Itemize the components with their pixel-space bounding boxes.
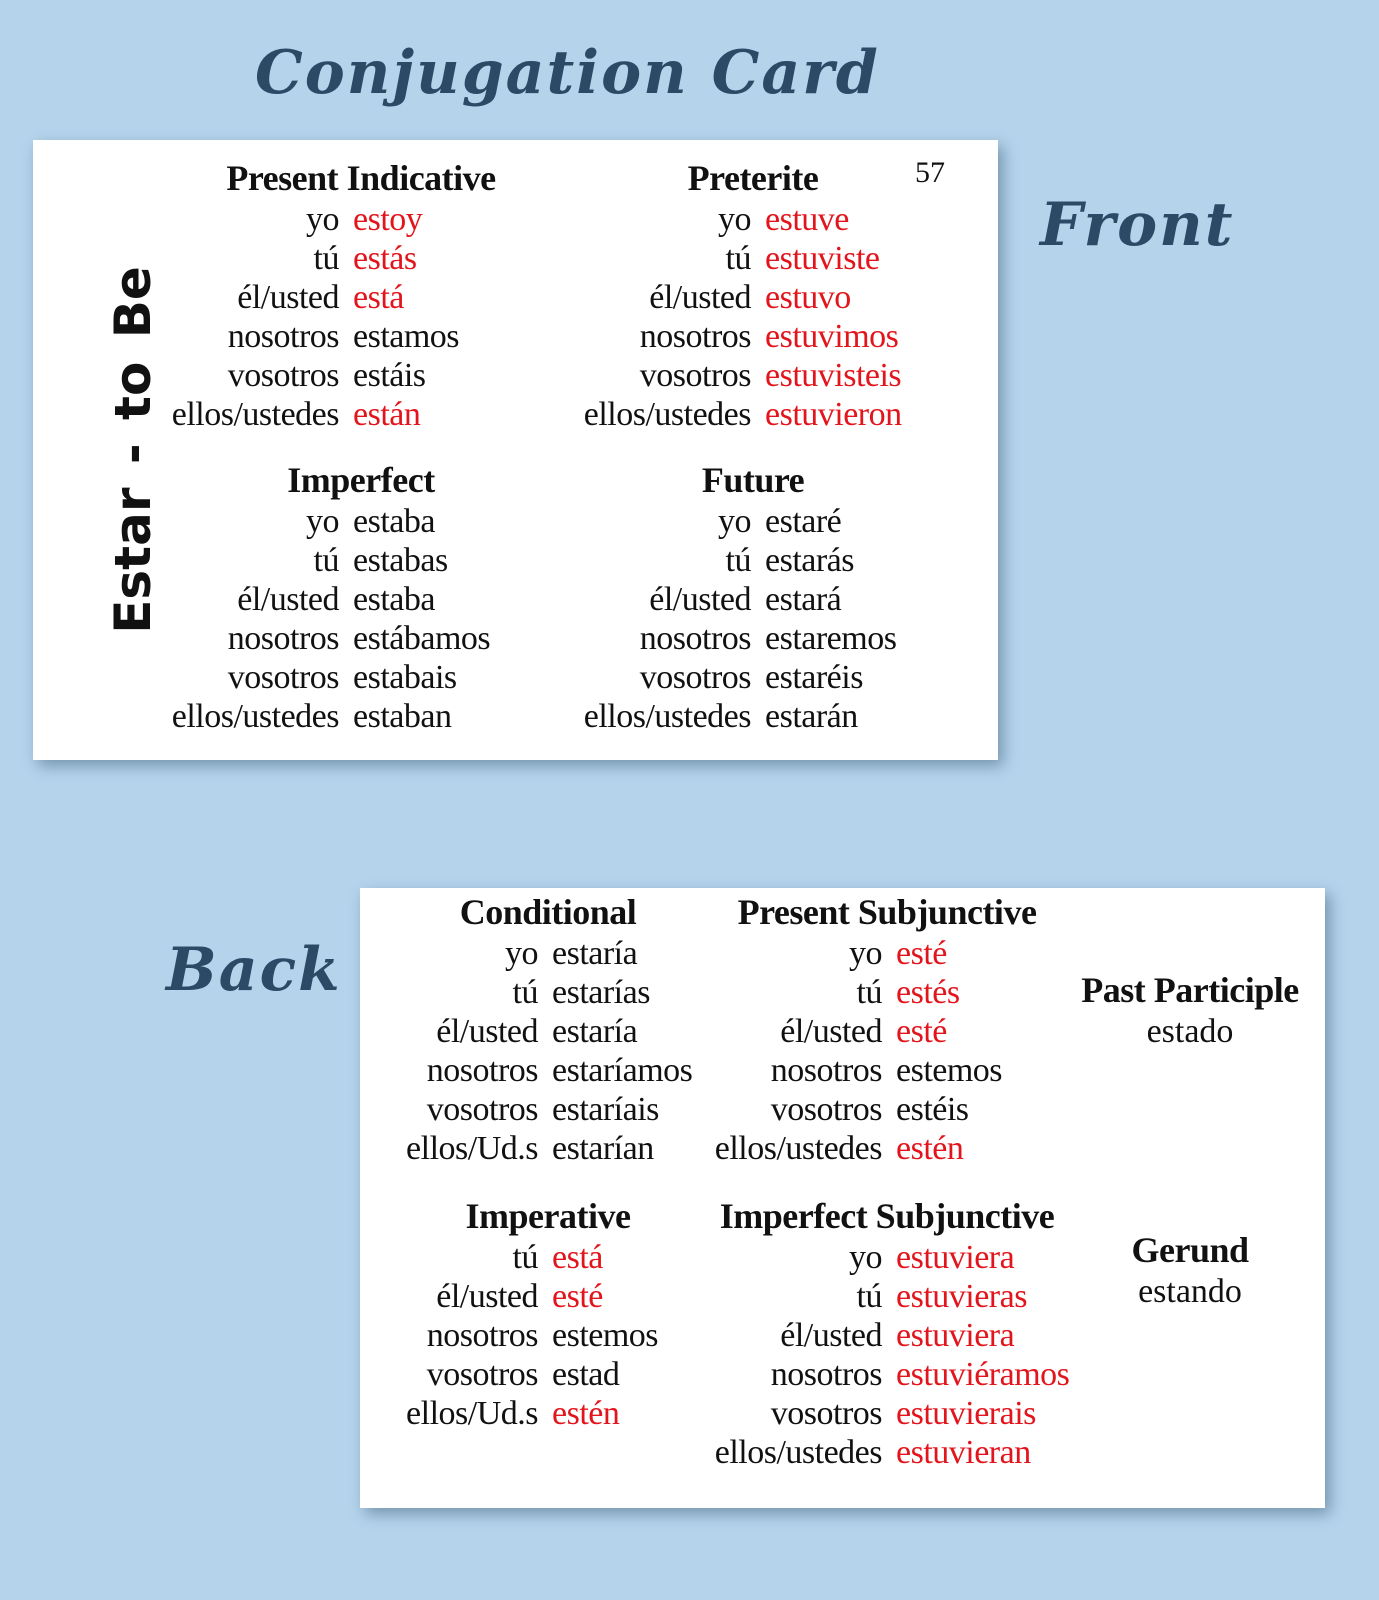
irregular-form: estuve (765, 201, 849, 238)
verb-form: estaba (353, 503, 435, 540)
conjugation-row (573, 317, 933, 356)
conjugation-row (573, 619, 933, 658)
irregular-form: esté (896, 1013, 947, 1050)
verb-title: Estar - to Be (104, 266, 162, 634)
tense-heading: Future (701, 460, 805, 500)
conjugation-row (702, 1090, 1072, 1129)
front-card (33, 140, 998, 760)
conjugation-row (702, 1012, 1072, 1051)
tense-preterite (573, 156, 933, 434)
conjugation-list (573, 200, 933, 434)
pronoun: él/usted (237, 581, 339, 618)
conjugation-row (702, 1238, 1072, 1277)
conjugation-row (573, 395, 933, 434)
conjugation-row (161, 278, 561, 317)
tense-heading: Imperative (465, 1196, 631, 1236)
conjugation-row (161, 317, 561, 356)
verb-form: estábamos (353, 620, 491, 657)
conjugation-row (388, 934, 708, 973)
irregular-form: estuviera (896, 1317, 1015, 1354)
conjugation-list (702, 934, 1072, 1168)
verb-form: estaríamos (552, 1052, 693, 1089)
conjugation-row (573, 580, 933, 619)
pronoun: ellos/ustedes (583, 698, 751, 735)
conjugation-row (161, 541, 561, 580)
irregular-form: estuvierais (896, 1395, 1036, 1432)
tense-future (573, 458, 933, 736)
gerund-block (1070, 1228, 1310, 1311)
verb-form: estaba (353, 581, 435, 618)
pronoun: vosotros (227, 659, 339, 696)
pronoun: vosotros (639, 357, 751, 394)
conjugation-row (161, 580, 561, 619)
conjugation-row (702, 1277, 1072, 1316)
pronoun: tú (313, 240, 339, 277)
pronoun: tú (725, 240, 751, 277)
verb-form: estaban (353, 698, 452, 735)
back-label: Back (166, 935, 342, 1005)
conjugation-row (573, 200, 933, 239)
conjugation-row (388, 1238, 708, 1277)
pronoun: ellos/ustedes (171, 698, 339, 735)
pronoun: tú (856, 1278, 882, 1315)
gerund-label: Gerund (1131, 1230, 1249, 1270)
conjugation-row (161, 395, 561, 434)
conjugation-row (573, 658, 933, 697)
pronoun: nosotros (639, 620, 751, 657)
conjugation-row (388, 1316, 708, 1355)
verb-form: estarías (552, 974, 650, 1011)
pronoun: vosotros (426, 1091, 538, 1128)
pronoun: nosotros (227, 620, 339, 657)
pronoun: yo (718, 201, 751, 238)
pronoun: él/usted (649, 581, 751, 618)
conjugation-row (702, 934, 1072, 973)
pronoun: tú (313, 542, 339, 579)
pronoun: él/usted (237, 279, 339, 316)
conjugation-list (161, 200, 561, 434)
irregular-form: estés (896, 974, 960, 1011)
verb-form: estéis (896, 1091, 969, 1128)
conjugation-row (702, 1129, 1072, 1168)
conjugation-row (388, 1012, 708, 1051)
conjugation-row (573, 239, 933, 278)
back-card (360, 888, 1325, 1508)
page-title: Conjugation Card (255, 38, 880, 108)
verb-form: estarás (765, 542, 855, 579)
verb-form: estaríais (552, 1091, 659, 1128)
irregular-form: están (353, 396, 421, 433)
pronoun: vosotros (770, 1091, 882, 1128)
tense-imperfect (161, 458, 561, 736)
past-participle-label: Past Participle (1081, 970, 1299, 1010)
conjugation-row (161, 239, 561, 278)
tense-imperative (388, 1194, 708, 1433)
conjugation-row (388, 1277, 708, 1316)
tense-heading: Imperfect Subjunctive (719, 1196, 1055, 1236)
conjugation-row (573, 356, 933, 395)
verb-form: estemos (552, 1317, 659, 1354)
irregular-form: estuvieron (765, 396, 902, 433)
tense-heading: Preterite (687, 158, 819, 198)
irregular-form: estuvieran (896, 1434, 1031, 1471)
tense-heading: Conditional (459, 892, 637, 932)
conjugation-row (161, 200, 561, 239)
conjugation-row (388, 973, 708, 1012)
pronoun: tú (856, 974, 882, 1011)
irregular-form: estén (896, 1130, 964, 1167)
verb-form: estemos (896, 1052, 1003, 1089)
conjugation-row (702, 973, 1072, 1012)
conjugation-row (161, 619, 561, 658)
conjugation-row (573, 697, 933, 736)
conjugation-list (388, 1238, 708, 1433)
pronoun: yo (849, 1239, 882, 1276)
pronoun: ellos/ustedes (714, 1434, 882, 1471)
irregular-form: estén (552, 1395, 620, 1432)
verb-form: estaréis (765, 659, 863, 696)
pronoun: nosotros (639, 318, 751, 355)
verb-form: estaría (552, 935, 638, 972)
irregular-form: estuviste (765, 240, 880, 277)
conjugation-row (388, 1051, 708, 1090)
irregular-form: estuviéramos (896, 1356, 1070, 1393)
pronoun: ellos/ustedes (171, 396, 339, 433)
irregular-form: estás (353, 240, 417, 277)
conjugation-list (388, 934, 708, 1168)
conjugation-list (573, 502, 933, 736)
conjugation-row (702, 1433, 1072, 1472)
pronoun: él/usted (436, 1278, 538, 1315)
pronoun: ellos/Ud.s (406, 1130, 538, 1167)
pronoun: nosotros (426, 1317, 538, 1354)
conjugation-row (161, 658, 561, 697)
conjugation-row (388, 1090, 708, 1129)
irregular-form: estoy (353, 201, 423, 238)
pronoun: nosotros (426, 1052, 538, 1089)
conjugation-row (161, 356, 561, 395)
irregular-form: esté (896, 935, 947, 972)
verb-form: estaré (765, 503, 842, 540)
past-participle-block (1070, 968, 1310, 1051)
tense-present-indicative (161, 156, 561, 434)
tense-heading: Imperfect (287, 460, 435, 500)
verb-form: estamos (353, 318, 460, 355)
conjugation-row (573, 278, 933, 317)
irregular-form: está (353, 279, 404, 316)
pronoun: él/usted (436, 1013, 538, 1050)
irregular-form: estuvo (765, 279, 851, 316)
pronoun: yo (849, 935, 882, 972)
pronoun: él/usted (780, 1013, 882, 1050)
past-participle-value: estado (1146, 1013, 1234, 1050)
pronoun: ellos/Ud.s (406, 1395, 538, 1432)
conjugation-row (702, 1316, 1072, 1355)
pronoun: nosotros (227, 318, 339, 355)
pronoun: yo (505, 935, 538, 972)
pronoun: tú (725, 542, 751, 579)
pronoun: yo (306, 503, 339, 540)
pronoun: vosotros (639, 659, 751, 696)
conjugation-row (388, 1129, 708, 1168)
verb-form: estáis (353, 357, 426, 394)
verb-form: estarán (765, 698, 858, 735)
irregular-form: estuvimos (765, 318, 899, 355)
conjugation-row (161, 502, 561, 541)
pronoun: yo (718, 503, 751, 540)
conjugation-row (702, 1355, 1072, 1394)
verb-form: estaría (552, 1013, 638, 1050)
verb-form: estabais (353, 659, 457, 696)
pronoun: tú (512, 1239, 538, 1276)
front-label: Front (1040, 190, 1235, 260)
tense-present-subjunctive (702, 890, 1072, 1168)
tense-heading: Present Indicative (226, 158, 496, 198)
pronoun: yo (306, 201, 339, 238)
card-number: 57 (915, 156, 945, 189)
irregular-form: estuvieras (896, 1278, 1027, 1315)
irregular-form: estuvisteis (765, 357, 902, 394)
pronoun: nosotros (770, 1356, 882, 1393)
conjugation-row (702, 1051, 1072, 1090)
tense-conditional (388, 890, 708, 1168)
pronoun: vosotros (426, 1356, 538, 1393)
conjugation-list (161, 502, 561, 736)
conjugation-row (388, 1394, 708, 1433)
pronoun: nosotros (770, 1052, 882, 1089)
pronoun: vosotros (227, 357, 339, 394)
conjugation-row (573, 541, 933, 580)
tense-heading: Present Subjunctive (737, 892, 1037, 932)
irregular-form: está (552, 1239, 603, 1276)
conjugation-row (573, 502, 933, 541)
gerund-value: estando (1138, 1273, 1242, 1310)
verb-form: estarían (552, 1130, 654, 1167)
conjugation-row (388, 1355, 708, 1394)
verb-form: estaremos (765, 620, 897, 657)
conjugation-row (161, 697, 561, 736)
irregular-form: esté (552, 1278, 603, 1315)
verb-form: estad (552, 1356, 620, 1393)
verb-form: estabas (353, 542, 448, 579)
pronoun: vosotros (770, 1395, 882, 1432)
irregular-form: estuviera (896, 1239, 1015, 1276)
pronoun: ellos/ustedes (583, 396, 751, 433)
pronoun: tú (512, 974, 538, 1011)
conjugation-list (702, 1238, 1072, 1472)
conjugation-row (702, 1394, 1072, 1433)
tense-imperfect-subjunctive (702, 1194, 1072, 1472)
pronoun: él/usted (649, 279, 751, 316)
pronoun: ellos/ustedes (714, 1130, 882, 1167)
pronoun: él/usted (780, 1317, 882, 1354)
verb-form: estará (765, 581, 842, 618)
